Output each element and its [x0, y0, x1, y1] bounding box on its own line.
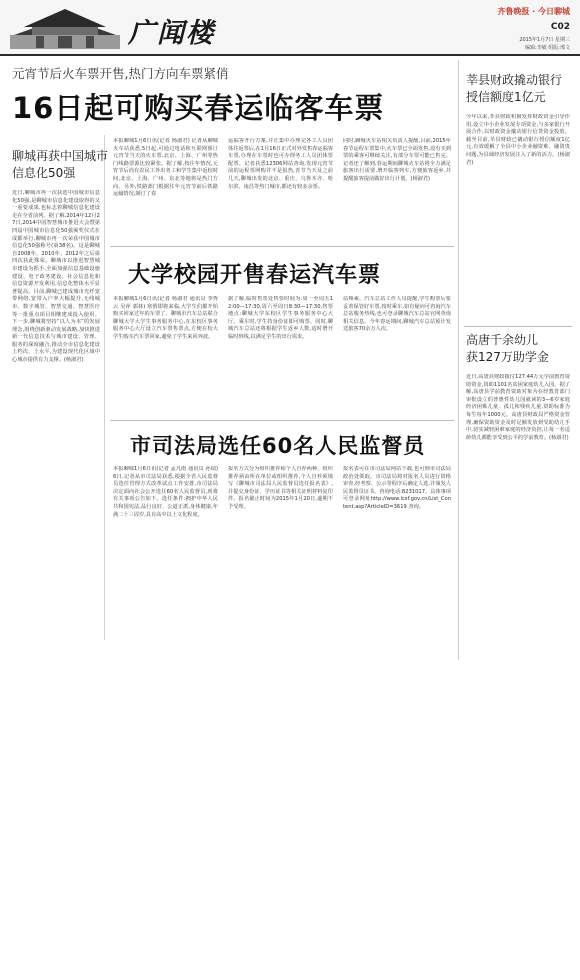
sidebar-right-bottom-headline-line2: 获127万助学金	[466, 350, 549, 364]
column-divider	[458, 60, 459, 660]
supervisors-story-col1: 本报聊城1月6日讯(记者 孟凡雨 通讯员 孙瑞) 6日,记者从市司法局获悉,根据全省人民监督员选任管理方式改革试点工作安排,市司法局决定面向社会公开选任60名人民监督员,现将有关事项公告如下。选任条件:拥护中华人民共和国宪法,品行良好、公道正派,身体健康,年满二十三周岁,具有高中以上文化程度。	[113, 466, 218, 518]
column-divider	[104, 135, 105, 640]
sidebar-right-bottom-body: 近日,高唐县财政拨付127.44万元学前教育资助资金,资助1101名贫困家庭幼儿入园。据了解,高唐县学前教育资助对象为在经教育部门审批设立的普惠性幼儿园就读的3—6岁家庭经济困难儿童、孤儿和残疾儿童,资助标准为每生每年1000元。高唐县财政局严格资金管理,确保资助资金及时足额发放到受助幼儿手中,切实减轻困难家庭的经济负担,让每一名适龄幼儿都能享受到公平的学前教育。(杨淑君)	[466, 374, 570, 441]
section-rule	[464, 326, 572, 327]
lead-kicker: 元宵节后火车票开售,热门方向车票紧俏	[12, 66, 229, 81]
lead-body-col2: 运临客开行方案,并正集中办理完各工人员团体往返票后,在1月16日正式对外发售春运临客车票,办理在车票时也可办理务工人员团体票配票。记者获悉12306网站查询,发现元宵节前的运程票网购并不是很热,青节当天及之前几天,聊城出发的北京、重庆、乌鲁木齐、哈尔滨、南昌等热门城市,都还有较多余票。	[228, 138, 333, 190]
section-rule	[110, 246, 454, 247]
supervisors-story-col3: 报名表可在市司法局网站下载,也可到市司法局政治处领取。市司法局将对报名人员进行资格审查,经考察、公示等程序后确定人选,并颁发人民监督员证书。咨询电话:8231017。具体事项可登录网址http://www.lcsf.gov.cn/List_Content.asp?ArticleID=3619 查询。	[343, 466, 451, 510]
college-story-headline: 大学校园开售春运汽车票	[128, 263, 382, 288]
supervisors-story-col2: 报名方式分为组织推荐和个人自荐两种。组织推荐须由所在单位或组织推荐,个人自荐须填写《聊城市司法局人民监督员选任报名表》,并提交身份证、学历证书等相关证明材料复印件。报名截止时间为2015年1月20日,逾期不予受理。	[228, 466, 333, 510]
page-number: C02	[550, 22, 570, 32]
sidebar-right-top-body: 今年以来,莘县财政积极发挥财政资金引导作用,设立中小企业发展专项资金,与多家银行开展合作,以财政资金撬动银行信贷资金投放。截至目前,莘县财政已撬动银行授信额度1亿元,有效缓解了全县中小企业融资难、融资贵问题,为县域经济发展注入了新的活力。(杨淑君)	[466, 114, 570, 166]
lead-body-col3: 同时,聊城火车站相关负责人提醒,目前,2015年春节运程车票集中,火车票已全面发售,没有买到票的乘客可继续关注,有部分车票可能已售完。记者还了解到,春运期间聊城火车站将全力满足旅客出行需要,增开临客列车,方便旅客返乡,并提醒旅客提前做好出行计划。(杨淑君)	[343, 138, 451, 182]
lead-headline: 16日起可购买春运临客车票	[12, 91, 385, 125]
college-story-col1: 本报聊城1月6日讯(记者 杨淑君 通讯员 李秀云 吴萍 郭林) 寒假即将来临,大学生们都开始购买回家过年的车票了。聊城市汽车总站联合聊城大学大学生事务服务中心,在东校区事务服务中心大厅设立汽车票售票点,方便在校大学生购买汽车票回家,避免了学生来回奔波。	[113, 296, 218, 340]
newspaper-masthead: 齐鲁晚报 · 今日聊城	[497, 7, 570, 16]
sidebar-right-top-headline-line2: 授信额度1亿元	[466, 90, 546, 104]
section-title: 广闻楼	[128, 18, 215, 49]
lead-body-col1: 本报聊城1月6日讯(记者 杨淑君) 记者从聊城火车站获悉,5日起,可通过电话和互联网预订元宵节当天的火车票,北京、上海、广州等热门线路票源比较紧张。据了解,按往年情况,元宵节后尚有农民工外出务工和学生集中返校时间,北京、上海、广州、东北等地将是热门方向。另外,铁路部门根据往年元宵节前后铁路运输情况,制订了春	[113, 138, 218, 198]
college-story-col2: 据了解,临时售票处售票时间为:周一至周五12:00—17:30,周六至周日8:30—17:30,售票地点:聊城大学东校区学生事务服务中心大厅。乘车时,学生持身份证即可购票。同时,聊城汽车总站还将根据学生返乡人数,适时增开临时班线,以满足学生的出行需求。	[228, 296, 333, 340]
pagoda-illustration	[10, 5, 120, 49]
issue-date: 2015年1月7日 星期三	[519, 37, 570, 43]
section-rule	[110, 420, 454, 421]
college-story-col3: 站频乘。汽车总站工作人员提醒,学生购票后要妥善保管好车票,按时乘车,如有疑问可咨询汽车总站服务热线,也可登录聊城汽车总站官网查询相关信息。今年春运期间,聊城汽车总站预计发送旅客70余万人次。	[343, 296, 451, 333]
sidebar-left-headline-line2: 信息化50强	[12, 166, 76, 180]
sidebar-left-body: 近日,聊城市再一次获选中国城市信息化50强,是聊城市信息化建设取得的又一重要成果,也标志着聊城信息化建设走在全省前列。据了解,2014年12月27日,2014中国智慧城市推进大会暨第四届中国城市信息化50强颁奖仪式在成都举行,聊城市再一次荣获中国城市信息化50强称号(第38名)。这是聊城自2008年、2010年、2012年之后第四次获此殊荣。聊城市以推进智慧城市建设为抓手,全面加强信息基础设施建设、电子政务建设、社会信息化和信息资源开发利用,信息化整体水平显著提高。目前,聊城已建成城市光纤宽带网络,宽带入户率大幅提升,无线城市、数字城管、智慧交通、智慧医疗等一批重点项目相继建成投入使用。下一步,聊城将坚持“以人为本”的发展理念,围绕创新驱动发展战略,加快推进新一代信息技术与城市建设、管理、服务的深度融合,推动全市信息化建设上档次、上水平,为建设现代化区域中心城市提供有力支撑。(杨淑君)	[12, 190, 100, 364]
sidebar-right-bottom-headline-line1: 高唐千余幼儿	[466, 333, 539, 347]
supervisors-story-headline: 市司法局选任60名人民监督员	[130, 434, 426, 458]
sidebar-left-headline-line1: 聊城再获中国城市	[12, 149, 109, 163]
sidebar-right-top-headline-line1: 莘县财政撬动银行	[466, 73, 563, 87]
staff-credits: 编辑:李敏 组版:邢文	[525, 45, 570, 51]
